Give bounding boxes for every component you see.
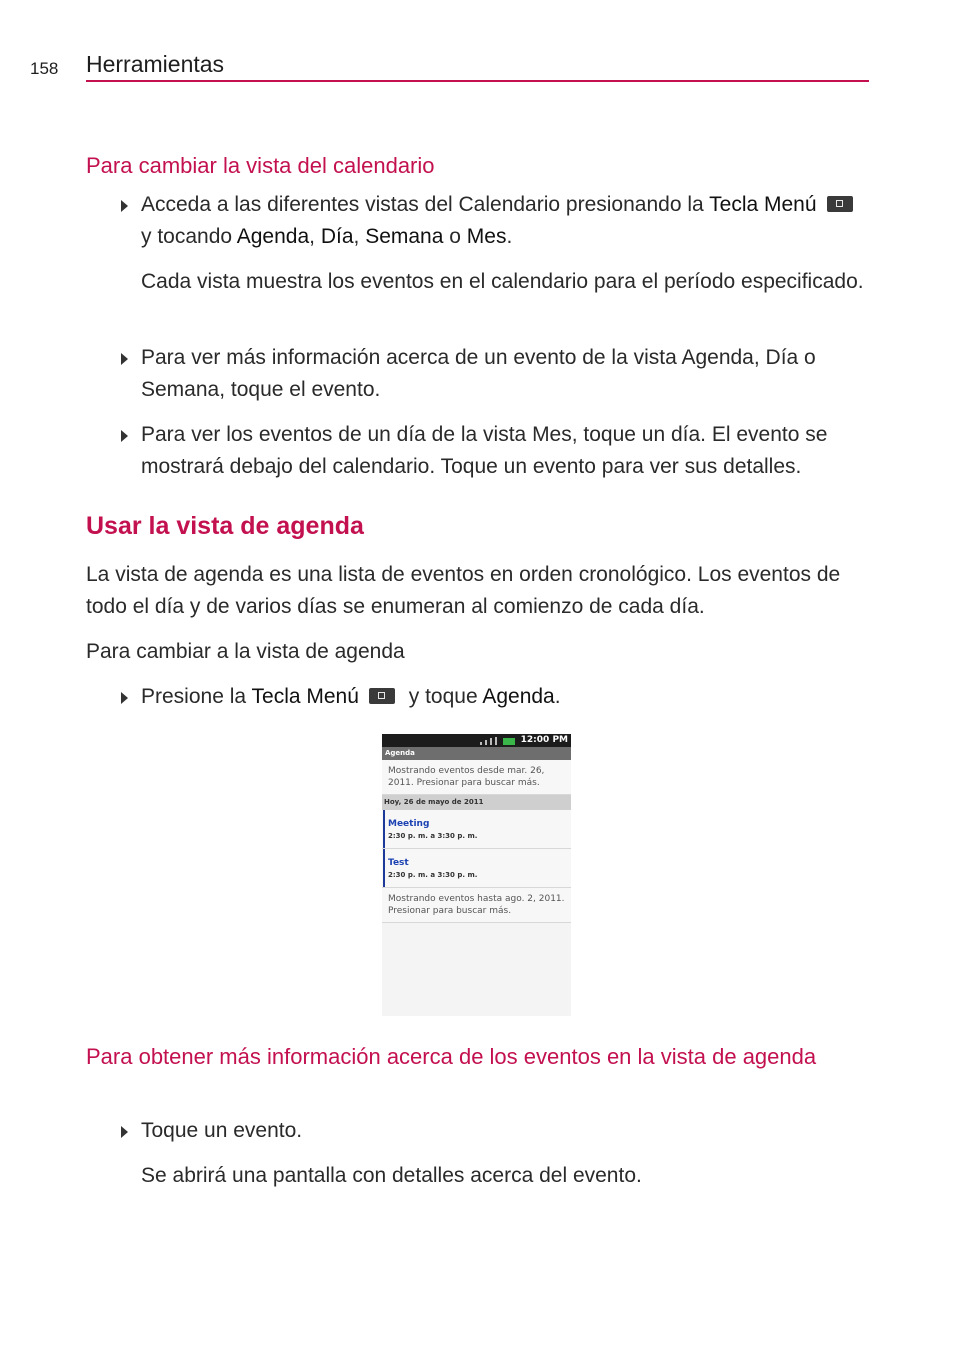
status-time: 12:00 PM	[520, 735, 568, 745]
bullet-change-views	[141, 189, 871, 253]
page-header-title: Herramientas	[86, 51, 225, 77]
text-run: .	[554, 685, 561, 708]
bullet-press-menu	[141, 681, 871, 713]
section-heading-agenda: Usar la vista de agenda	[86, 512, 364, 540]
bullet-touch-event: Toque un evento.	[141, 1119, 303, 1142]
note-view-period: Cada vista muestra los eventos en el calendario para el período especificado.	[141, 270, 864, 293]
status-bar	[382, 734, 571, 747]
bullet-arrow-icon	[121, 430, 128, 442]
page-number: 158	[30, 59, 59, 78]
event-title: Meeting	[388, 819, 430, 829]
agenda-intro: La vista de agenda es una lista de eventos en orden cronológico. Los eventos de todo el día y de varios días se enumeran al comienzo de cada día.	[86, 563, 841, 618]
text-run: .	[506, 225, 513, 248]
bullet-month-view: Para ver los eventos de un día de la vista Mes, toque un día. El evento se mostrará debajo del calendario. Toque un evento para ver sus detalles.	[141, 423, 828, 478]
agenda-label: Agenda	[482, 685, 555, 708]
text-run: Presione la	[141, 685, 252, 708]
section-heading-change-view: Para cambiar la vista del calendario	[86, 153, 435, 178]
bullet-arrow-icon	[121, 353, 128, 365]
text-run: ,	[309, 225, 321, 248]
event-color-stripe	[383, 849, 385, 887]
text-run: ,	[353, 225, 366, 248]
text-run: y toque	[402, 685, 483, 708]
agenda-lead: Para cambiar a la vista de agenda	[86, 640, 405, 663]
battery-icon	[503, 738, 515, 745]
menu-key-icon	[827, 196, 853, 212]
text-run: Acceda a las diferentes vistas del Calendario presionando la	[141, 193, 710, 216]
text-run: o	[443, 225, 467, 248]
bullet-arrow-icon	[121, 200, 128, 212]
menu-key-label: Tecla Menú	[251, 685, 359, 708]
agenda-label: Agenda	[236, 225, 310, 248]
result-text: Se abrirá una pantalla con detalles acerca del evento.	[141, 1164, 642, 1187]
load-later-message[interactable]: Mostrando eventos hasta ago. 2, 2011. Presionar para buscar más.	[382, 888, 571, 923]
agenda-screenshot	[382, 734, 571, 1016]
bullet-arrow-icon	[121, 1126, 128, 1138]
event-item[interactable]	[382, 810, 571, 849]
mes-label: Mes	[466, 225, 507, 248]
app-title-bar: Agenda	[382, 747, 571, 760]
bullet-arrow-icon	[121, 692, 128, 704]
text-run: y tocando	[141, 225, 237, 248]
menu-key-label: Tecla Menú	[709, 193, 817, 216]
signal-icon	[480, 737, 515, 745]
event-item[interactable]	[382, 849, 571, 888]
load-earlier-message[interactable]: Mostrando eventos desde mar. 26, 2011. Presionar para buscar más.	[382, 760, 571, 795]
event-time: 2:30 p. m. a 3:30 p. m.	[388, 832, 478, 840]
event-time: 2:30 p. m. a 3:30 p. m.	[388, 871, 478, 879]
bullet-event-info: Para ver más información acerca de un evento de la vista Agenda, Día o Semana, toque el evento.	[141, 346, 816, 401]
semana-label: Semana	[365, 225, 444, 248]
event-title: Test	[388, 858, 409, 868]
section-heading-more-info: Para obtener más información acerca de los eventos en la vista de agenda	[86, 1044, 817, 1069]
day-header: Hoy, 26 de mayo de 2011	[382, 795, 571, 810]
menu-key-icon	[369, 688, 395, 704]
event-color-stripe	[383, 810, 385, 848]
header-divider	[86, 80, 869, 82]
dia-label: Día	[320, 225, 354, 248]
